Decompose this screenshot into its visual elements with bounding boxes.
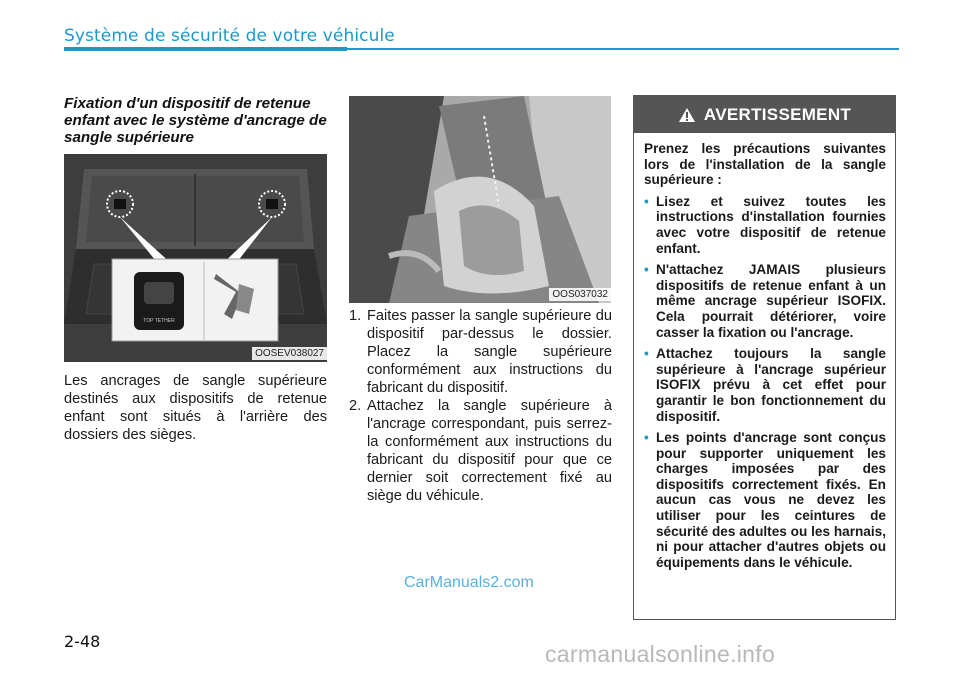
warning-item: [644, 262, 886, 340]
bullet-icon: •: [644, 193, 649, 209]
watermark-site: carmanualsonline.info: [545, 641, 776, 667]
top-tether-label: TOP TETHER: [143, 318, 175, 324]
warning-list: [644, 194, 886, 571]
step-item: [349, 307, 612, 397]
subsection-heading: Fixation d'un dispositif de retenue enfant avec le système d'ancrage de sangle supérieure: [64, 95, 327, 146]
warning-item: [644, 194, 886, 256]
trunk-anchor-drawing: [64, 154, 327, 362]
warning-item-text: Lisez et suivez toutes les instructions d'installation fournies avec votre dispositif de retenue enfant.: [656, 193, 886, 256]
warning-item: [644, 430, 886, 570]
header-rule: [347, 48, 899, 50]
step-number: 2.: [349, 398, 362, 414]
watermark-link[interactable]: CarManuals2.com: [404, 574, 534, 591]
warning-triangle-icon: [678, 107, 696, 123]
page-number: 2-48: [64, 632, 101, 651]
bullet-icon: •: [644, 262, 649, 278]
header-rule-accent: [64, 47, 347, 51]
bullet-icon: •: [644, 346, 649, 362]
intro-paragraph: Les ancrages de sangle supérieure destinés aux dispositifs de retenue enfant sont situés à l'arrière des dossiers des sièges.: [64, 373, 327, 443]
figure-caption: OOSEV038027: [252, 347, 327, 360]
step-text: Attachez la sangle supérieure à l'ancrage correspondant, puis serrez-la conformément aux instructions du fabricant du dispositif pour que ce dernier soit correctement fixé au siège du véhicule.: [367, 398, 612, 504]
trunk-anchor-illustration: [64, 154, 327, 362]
step-text: Faites passer la sangle supérieure du dispositif par-dessus le dossier. Placez la sangle supérieure conformément aux instructions du fabricant du dispositif.: [367, 308, 612, 396]
child-seat-drawing: [349, 96, 611, 303]
warning-title: AVERTISSEMENT: [703, 104, 852, 124]
warning-header: [634, 96, 895, 133]
warning-intro: Prenez les précautions suivantes lors de l'installation de la sangle supérieure :: [644, 141, 886, 188]
bullet-icon: •: [644, 430, 649, 446]
step-item: [349, 397, 612, 505]
warning-box: [633, 95, 896, 620]
child-seat-photo: [349, 96, 611, 303]
section-title: Système de sécurité de votre véhicule: [64, 26, 395, 46]
warning-item: [644, 346, 886, 424]
warning-item-text: N'attachez JAMAIS plusieurs dispositifs de retenue enfant à un même ancrage supérieur ISOFIX. Cela pourrait détériorer, voire casser la fixation ou l'ancrage.: [656, 262, 886, 340]
step-number: 1.: [349, 308, 362, 324]
warning-item-text: Attachez toujours la sangle supérieure à l'ancrage supérieur ISOFIX prévu à cet effet pour garantir le bon fonctionnement du dispositif.: [656, 346, 886, 424]
warning-body: [644, 141, 886, 576]
warning-item-text: Les points d'ancrage sont conçus pour supporter uniquement les charges imposées par des dispositifs correctement fixés. En aucun cas vous ne devez les utiliser pour les ceintures de sécurité des adultes ou les harnais, ni pour attacher d'autres objets ou équipements dans le véhicule.: [656, 430, 886, 570]
figure-caption: OOS037032: [549, 288, 611, 301]
steps-list: [349, 307, 612, 505]
